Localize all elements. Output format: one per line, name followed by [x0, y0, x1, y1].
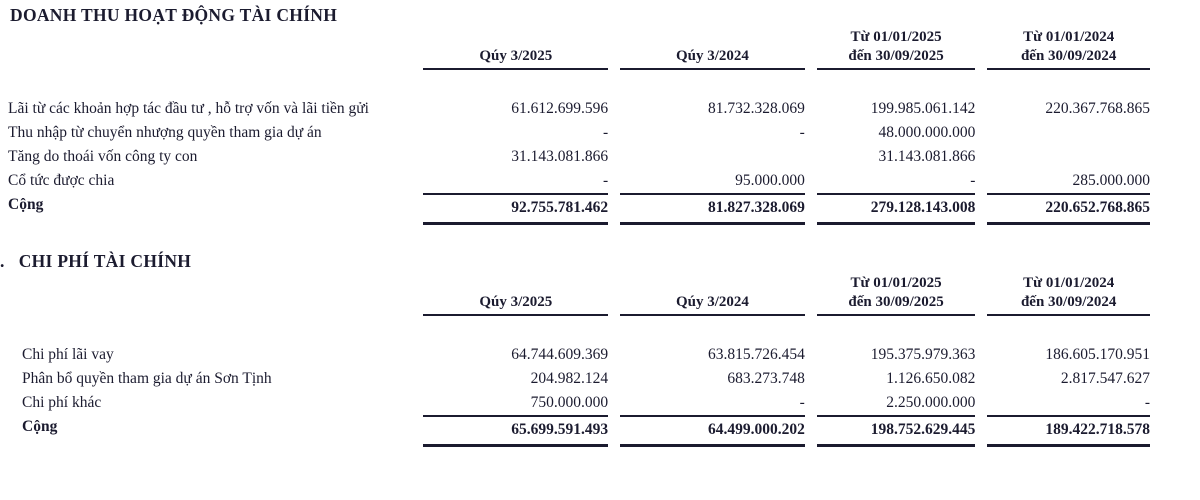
column-header-text: Qúy 3/2025 [479, 48, 553, 64]
column-header-text: Qúy 3/2024 [676, 294, 749, 310]
total-label: Cộng [22, 418, 58, 435]
section-title-revenue: DOANH THU HOẠT ĐỘNG TÀI CHÍNH [10, 5, 338, 25]
section-number-fragment: . [0, 251, 5, 271]
section-title-text: CHI PHÍ TÀI CHÍNH [18, 251, 192, 271]
cell-value: 63.815.726.454 [707, 346, 805, 363]
column-header-text: Qúy 3/2024 [676, 48, 749, 64]
expense-table [0, 274, 1162, 447]
cell-value: 1.126.650.082 [886, 370, 976, 387]
cell-value: 186.605.170.951 [1045, 346, 1150, 363]
table-row [8, 391, 1150, 415]
cell-value: 750.000.000 [530, 394, 609, 411]
total-value: 92.755.781.462 [423, 193, 608, 225]
cell-value: 81.732.328.069 [707, 100, 805, 117]
column-header-q3-2025 [423, 274, 608, 316]
cell-value: 31.143.081.866 [511, 148, 609, 165]
row-label: Chi phí khác [22, 394, 102, 411]
table-row [8, 169, 1150, 193]
cell-value: 199.985.061.142 [870, 100, 976, 117]
table-row [8, 121, 1150, 145]
cell-value: - [799, 124, 805, 141]
column-header-ytd-2024: Từ 01/01/2024 đến 30/09/2024 [987, 274, 1150, 316]
section-title-expenses [0, 251, 1200, 274]
total-row [8, 193, 1150, 225]
cell-value: 64.744.609.369 [511, 346, 609, 363]
table-row [8, 70, 1150, 121]
column-header-ytd-2024: Từ 01/01/2024 đến 30/09/2024 [987, 28, 1150, 70]
row-label: Cổ tức được chia [8, 172, 115, 189]
cell-value: 195.375.979.363 [870, 346, 976, 363]
cell-value: 61.612.699.596 [511, 100, 609, 117]
cell-value: 95.000.000 [735, 172, 805, 189]
revenue-header-row [8, 28, 1150, 70]
cell-value: - [799, 394, 805, 411]
total-value: 64.499.000.202 [620, 415, 805, 447]
column-header-q3-2025 [423, 28, 608, 70]
column-header-ytd-2025: Từ 01/01/2025 đến 30/09/2025 [817, 274, 976, 316]
total-label: Cộng [8, 196, 44, 213]
cell-value: - [1144, 394, 1150, 411]
cell-value: 2.250.000.000 [886, 394, 976, 411]
total-row [8, 415, 1150, 447]
cell-value: 204.982.124 [530, 370, 609, 387]
cell-value: 285.000.000 [1072, 172, 1150, 189]
table-row [8, 316, 1150, 367]
cell-value [987, 121, 1150, 145]
column-header-ytd-2025: Từ 01/01/2025 đến 30/09/2025 [817, 28, 976, 70]
table-row [8, 145, 1150, 169]
row-label: Chi phí lãi vay [22, 346, 114, 363]
column-header-text: Từ 01/01/2025 [850, 29, 942, 45]
total-value: 81.827.328.069 [620, 193, 805, 225]
cell-value [620, 145, 805, 169]
cell-value: - [602, 124, 609, 141]
column-header-text: Qúy 3/2025 [479, 294, 553, 310]
cell-value: 220.367.768.865 [1045, 100, 1150, 117]
row-label: Thu nhập từ chuyển nhượng quyền tham gia dự án [8, 124, 322, 141]
column-header-text: Từ 01/01/2024 [1023, 29, 1115, 45]
cell-value: - [970, 172, 976, 189]
column-header-text: Từ 01/01/2024 [1023, 275, 1115, 291]
column-header-q3-2024 [620, 274, 805, 316]
column-header-q3-2024 [620, 28, 805, 70]
cell-value: - [602, 172, 609, 189]
expense-header-row [8, 274, 1150, 316]
cell-value: 683.273.748 [727, 370, 805, 387]
cell-value: 2.817.547.627 [1060, 370, 1150, 387]
cell-value: 31.143.081.866 [878, 148, 976, 165]
column-header-text: Từ 01/01/2025 [850, 275, 942, 291]
row-label: Lãi từ các khoản hợp tác đầu tư , hỗ trợ vốn và lãi tiền gửi [8, 100, 369, 117]
revenue-table [0, 28, 1162, 225]
total-value: 220.652.768.865 [987, 193, 1150, 225]
row-label: Phân bổ quyền tham gia dự án Sơn Tịnh [22, 370, 272, 387]
cell-value: 48.000.000.000 [878, 124, 976, 141]
header-spacer [8, 274, 411, 316]
total-value: 65.699.591.493 [423, 415, 608, 447]
total-value: 279.128.143.008 [817, 193, 976, 225]
header-spacer [8, 28, 411, 70]
cell-value [987, 145, 1150, 169]
total-value: 189.422.718.578 [987, 415, 1150, 447]
table-row [8, 367, 1150, 391]
total-value: 198.752.629.445 [817, 415, 976, 447]
row-label: Tăng do thoái vốn công ty con [8, 148, 198, 165]
